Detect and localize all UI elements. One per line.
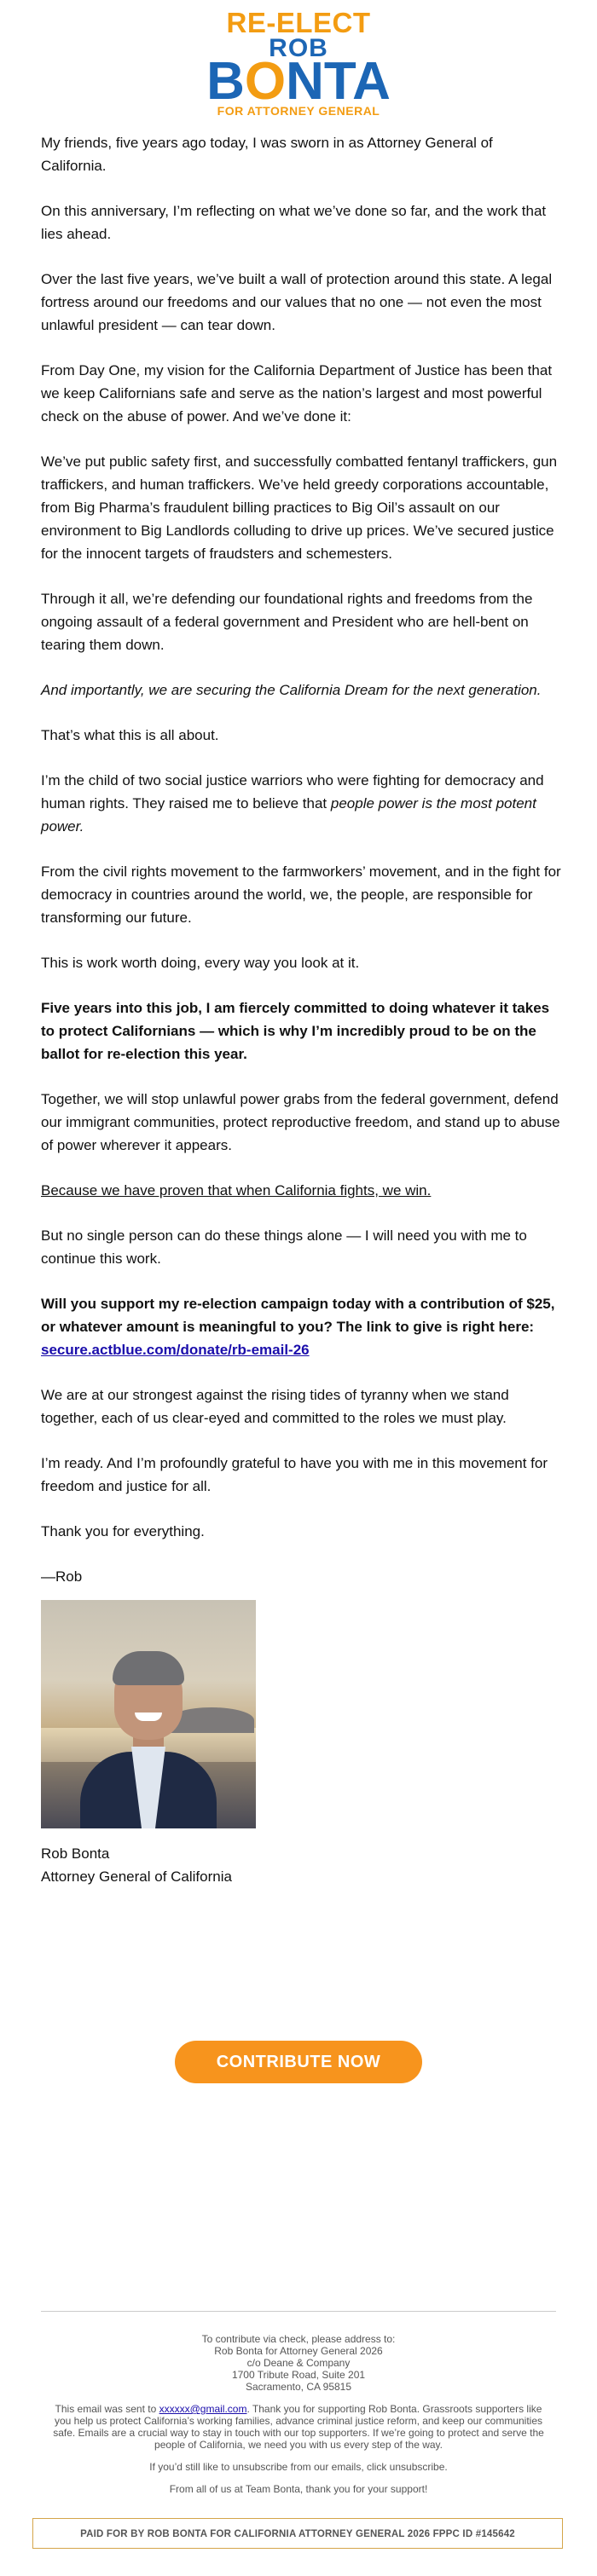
signature-block <box>41 1842 561 1888</box>
people-power-text: people power is the most potent power. <box>41 795 536 835</box>
signature-name: Rob Bonta <box>41 1845 110 1862</box>
unsubscribe-notice <box>51 2461 546 2473</box>
paragraph-committed <box>41 996 561 1066</box>
paragraph-intro: My friends, five years ago today, I was sworn in as Attorney General of California. <box>41 135 493 174</box>
check-city: Sacramento, CA 95815 <box>245 2381 352 2393</box>
proven-text: Because we have proven that when California fights, we win. <box>41 1182 432 1198</box>
check-co: c/o Deane & Company <box>246 2357 351 2369</box>
check-name: Rob Bonta for Attorney General 2026 <box>214 2345 383 2357</box>
paragraph-child <box>41 769 561 838</box>
contribute-now-button[interactable]: CONTRIBUTE NOW <box>175 2041 422 2083</box>
rob-bonta-photo <box>41 1600 256 1828</box>
logo-re-elect: RE-ELECT <box>226 7 371 38</box>
sent-notice <box>51 2403 546 2451</box>
footer <box>51 2333 546 2505</box>
ask-text: Will you support my re-election campaign today with a contribution of $25, or whatever amount is meaningful to you? The link to give is right here: <box>41 1296 555 1335</box>
unsubscribe-link[interactable]: click unsubscribe <box>367 2461 445 2473</box>
logo-rob: ROB <box>269 34 328 62</box>
footer-divider <box>41 2311 556 2312</box>
paragraph-public-safety: We’ve put public safety first, and successfully combatted fentanyl traffickers, gun traffickers, and human traffickers. We’ve held greedy corporations accountable, from Big Pharma’s fraudulent billing practices to Big Oil’s assault on our environment to Big Landlords colluding to drive up prices. We’ve secured justice for the innocent targets of fraudsters and schemesters. <box>41 453 558 562</box>
donate-link[interactable]: secure.actblue.com/donate/rb-email-26 <box>41 1342 310 1358</box>
check-address <box>51 2333 546 2393</box>
paragraph-rights: Through it all, we’re defending our foundational rights and freedoms from the ongoing assault of a federal government and President who are hell-bent on tearing them down. <box>41 591 533 653</box>
logo-bonta-b: B <box>206 52 245 111</box>
cta-container <box>0 2041 597 2083</box>
committed-text: Five years into this job, I am fiercely committed to doing whatever it takes to protect Californians — which is why I’m incredibly proud to be on the ballot for re-election this year. <box>41 1000 550 1062</box>
unsub-prefix: If you’d still like to unsubscribe from our emails, <box>149 2461 368 2473</box>
team-thanks: From all of us at Team Bonta, thank you for your support! <box>169 2483 428 2495</box>
paragraph-wall: Over the last five years, we’ve built a wall of protection around this state. A legal fortress around our freedoms and our values that no one — not even the most unlawful president — can tear down. <box>41 271 553 333</box>
paragraph-work-worth: This is work worth doing, every way you look at it. <box>41 955 360 971</box>
signature-title: Attorney General of California <box>41 1868 232 1885</box>
paragraph-no-single-person: But no single person can do these things alone — I will need you with me to continue this work. <box>41 1227 527 1267</box>
paragraph-california-dream <box>41 679 561 702</box>
paragraph-anniversary: On this anniversary, I’m reflecting on what we’ve done so far, and the work that lies ahead. <box>41 203 547 242</box>
check-intro: To contribute via check, please address to: <box>201 2333 396 2345</box>
unsub-suffix: . <box>444 2461 448 2473</box>
check-street: 1700 Tribute Road, Suite 201 <box>231 2369 366 2381</box>
paragraph-all-about: That’s what this is all about. <box>41 727 219 743</box>
paragraph-together: Together, we will stop unlawful power grabs from the federal government, defend our immigrant communities, protect reproductive freedom, and stand up to abuse of power wherever it appears. <box>41 1091 560 1153</box>
paragraph-strongest: We are at our strongest against the rising tides of tyranny when we stand together, each of us clear-eyed and committed to the roles we must play. <box>41 1387 509 1426</box>
paragraph-movements: From the civil rights movement to the farmworkers’ movement, and in the fight for democracy in countries around the world, we, the people, are responsible for transforming our future. <box>41 863 561 926</box>
paragraph-ask <box>41 1292 561 1361</box>
campaign-logo <box>0 9 597 118</box>
paragraph-proven <box>41 1179 561 1202</box>
paragraph-thank-you: Thank you for everything. <box>41 1523 205 1539</box>
sent-rest: . Thank you for supporting Rob Bonta. Grassroots supporters like you help us protect California’s working families, advance criminal justice reform, and keep our communities safe. Emails are a crucial way to stay in touch with our top supporters. If we’re going to protect and serve the people of California, we need you with us every step of the way. <box>53 2403 544 2451</box>
paid-for-by-disclaimer: PAID FOR BY ROB BONTA FOR CALIFORNIA ATTORNEY GENERAL 2026 FPPC ID #145642 <box>32 2518 563 2549</box>
paragraph-ready: I’m ready. And I’m profoundly grateful to have you with me in this movement for freedom and justice for all. <box>41 1455 548 1494</box>
logo-tagline: FOR ATTORNEY GENERAL <box>217 104 380 118</box>
child-text: I’m the child of two social justice warriors who were fighting for democracy and human rights. They raised me to believe that <box>41 772 544 811</box>
signoff: —Rob <box>41 1568 83 1585</box>
california-dream-text: And importantly, we are securing the California Dream for the next generation. <box>41 682 542 698</box>
email-body <box>41 131 561 1888</box>
sent-prefix: This email was sent to <box>55 2403 159 2415</box>
paragraph-vision: From Day One, my vision for the California Department of Justice has been that we keep Californians safe and serve as the nation’s largest and most powerful check on the abuse of power. And we’ve done it: <box>41 362 553 425</box>
recipient-email-link[interactable]: xxxxxx@gmail.com <box>159 2403 247 2415</box>
logo-bonta-o: O <box>244 52 287 111</box>
logo-bonta-nta: NTA <box>286 52 391 111</box>
